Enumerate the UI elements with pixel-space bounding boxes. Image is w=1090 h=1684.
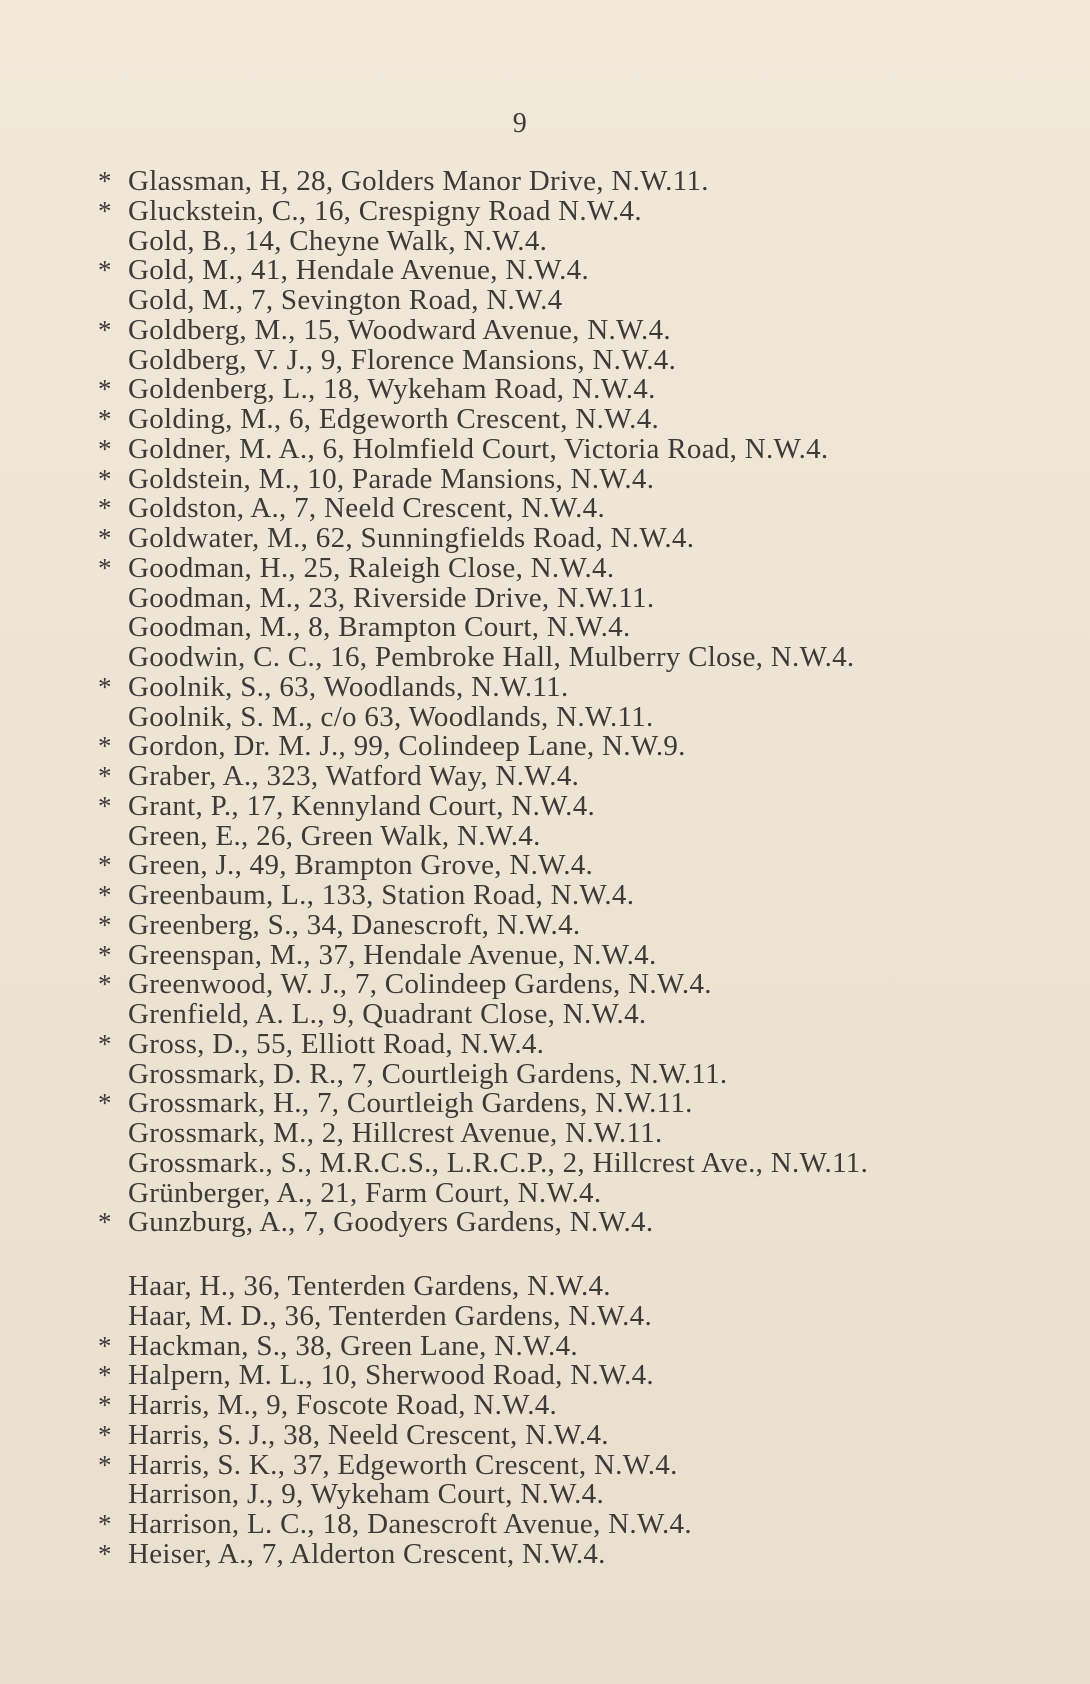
entry-text: Greenbaum, L., 133, Station Road, N.W.4. <box>128 879 635 911</box>
member-star-marker: * <box>98 761 112 791</box>
directory-entry <box>98 581 868 614</box>
directory-entry <box>98 1176 868 1209</box>
member-star-marker: * <box>98 1538 112 1569</box>
entry-text: Gordon, Dr. M. J., 99, Colindeep Lane, N.W.9. <box>128 730 686 763</box>
member-star-marker: * <box>98 880 112 910</box>
entry-text: Gold, M., 7, Sevington Road, N.W.4 <box>128 284 563 316</box>
entry-text: Golding, M., 6, Edgeworth Crescent, N.W.4. <box>128 403 660 435</box>
directory-entry <box>98 789 868 822</box>
entry-text: Harris, S. K., 37, Edgeworth Crescent, N.W.4. <box>128 1448 678 1481</box>
directory-entry <box>98 1272 692 1302</box>
directory-entry <box>98 194 868 227</box>
entry-text: Harrison, L. C., 18, Danescroft Avenue, N.W.4. <box>128 1508 692 1540</box>
member-star-marker: * <box>98 939 112 970</box>
directory-entry <box>98 1537 692 1570</box>
entry-text: Grossmark, M., 2, Hillcrest Avenue, N.W.11. <box>128 1117 663 1149</box>
directory-entry <box>98 1057 868 1090</box>
entry-text: Gluckstein, C., 16, Crespigny Road N.W.4. <box>128 194 642 227</box>
entry-text: Harrison, J., 9, Wykeham Court, N.W.4. <box>128 1478 605 1511</box>
member-star-marker: * <box>98 1088 112 1119</box>
directory-entry <box>98 1418 692 1451</box>
directory-entry <box>98 494 868 524</box>
member-star-marker: * <box>98 493 112 524</box>
directory-entry <box>98 286 868 316</box>
member-star-marker: * <box>98 1449 112 1480</box>
entry-text: Goldwater, M., 62, Sunningfields Road, N.W.4. <box>128 522 695 554</box>
directory-entry <box>98 938 868 971</box>
member-star-marker: * <box>98 523 112 553</box>
directory-entry <box>98 1000 868 1030</box>
entry-text: Grossmark, D. R., 7, Courtleigh Gardens, N.W.11. <box>128 1057 728 1090</box>
entry-text: Green, E., 26, Green Walk, N.W.4. <box>128 819 541 852</box>
member-star-marker: * <box>98 909 112 940</box>
entry-text: Gross, D., 55, Elliott Road, N.W.4. <box>128 1027 545 1060</box>
directory-entry <box>98 224 868 257</box>
directory-entry <box>98 1119 868 1149</box>
member-star-marker: * <box>98 850 112 881</box>
entry-text: Glassman, H, 28, Golders Manor Drive, N.W.11. <box>128 165 709 197</box>
directory-list-g <box>98 167 868 1238</box>
directory-entry <box>98 256 868 286</box>
directory-entry <box>98 1146 869 1179</box>
entry-text: Hackman, S., 38, Green Lane, N.W.4. <box>128 1329 578 1362</box>
directory-entry <box>98 524 868 554</box>
entry-text: Haar, M. D., 36, Tenterden Gardens, N.W.4. <box>128 1299 653 1332</box>
directory-entry <box>98 700 868 733</box>
page-number: 9 <box>512 108 528 139</box>
directory-entry <box>98 643 868 673</box>
member-star-marker: * <box>98 969 112 1000</box>
member-star-marker: * <box>98 671 112 702</box>
member-star-marker: * <box>98 195 112 226</box>
member-star-marker: * <box>98 433 112 464</box>
directory-entry <box>98 1329 692 1362</box>
entry-text: Gold, M., 41, Hendale Avenue, N.W.4. <box>128 254 590 287</box>
member-star-marker: * <box>98 1419 112 1450</box>
directory-entry <box>98 613 868 643</box>
member-star-marker: * <box>98 166 112 196</box>
entry-text: Graber, A., 323, Watford Way, N.W.4. <box>128 760 580 792</box>
entry-text: Goodman, M., 8, Brampton Court, N.W.4. <box>128 611 631 644</box>
entry-text: Goolnik, S. M., c/o 63, Woodlands, N.W.11. <box>128 700 654 733</box>
directory-entry <box>98 1480 692 1510</box>
member-star-marker: * <box>98 731 112 762</box>
directory-entry <box>98 1510 692 1540</box>
entry-text: Goodman, M., 23, Riverside Drive, N.W.11. <box>128 581 655 614</box>
entry-text: Goolnik, S., 63, Woodlands, N.W.11. <box>128 670 569 703</box>
directory-entry <box>98 432 868 465</box>
directory-entry <box>98 551 868 584</box>
entry-text: Heiser, A., 7, Alderton Crescent, N.W.4. <box>128 1537 606 1570</box>
member-star-marker: * <box>98 1330 112 1361</box>
member-star-marker: * <box>98 255 112 286</box>
directory-entry <box>98 1208 868 1238</box>
directory-entry <box>98 970 868 1000</box>
entry-text: Grossmark, H., 7, Courtleigh Gardens, N.W.11. <box>128 1087 693 1120</box>
member-star-marker: * <box>98 314 112 345</box>
entry-text: Goldston, A., 7, Neeld Crescent, N.W.4. <box>128 492 605 525</box>
directory-entry <box>98 1027 868 1060</box>
directory-entry <box>98 908 868 941</box>
entry-text: Grossmark., S., M.R.C.S., L.R.C.P., 2, Hillcrest Ave., N.W.11. <box>128 1146 869 1179</box>
entry-text: Grant, P., 17, Kennyland Court, N.W.4. <box>128 789 596 822</box>
entry-text: Grünberger, A., 21, Farm Court, N.W.4. <box>128 1176 602 1209</box>
member-star-marker: * <box>98 1509 112 1539</box>
directory-entry <box>98 1089 868 1119</box>
directory-entry <box>98 1391 692 1421</box>
member-star-marker: * <box>98 1360 112 1391</box>
directory-entry <box>98 1361 692 1391</box>
directory-entry <box>98 343 868 376</box>
directory-entry <box>98 881 868 911</box>
directory-entry <box>98 670 868 703</box>
entry-text: Haar, H., 36, Tenterden Gardens, N.W.4. <box>128 1270 611 1302</box>
member-star-marker: * <box>98 463 112 494</box>
entry-text: Grenfield, A. L., 9, Quadrant Close, N.W.4. <box>128 998 647 1030</box>
entry-text: Goodman, H., 25, Raleigh Close, N.W.4. <box>128 551 615 584</box>
directory-list-h <box>98 1272 692 1570</box>
entry-text: Goldstein, M., 10, Parade Mansions, N.W.4. <box>128 462 655 495</box>
directory-entry <box>98 762 868 792</box>
entry-text: Harris, S. J., 38, Neeld Crescent, N.W.4. <box>128 1418 609 1451</box>
member-star-marker: * <box>98 1390 112 1420</box>
member-star-marker: * <box>98 404 112 434</box>
directory-entry <box>98 375 868 405</box>
directory-entry <box>98 313 868 346</box>
entry-text: Greenspan, M., 37, Hendale Avenue, N.W.4. <box>128 938 657 971</box>
member-star-marker: * <box>98 1207 112 1238</box>
entry-text: Goodwin, C. C., 16, Pembroke Hall, Mulberry Close, N.W.4. <box>128 641 855 673</box>
member-star-marker: * <box>98 552 112 583</box>
entry-text: Green, J., 49, Brampton Grove, N.W.4. <box>128 849 594 882</box>
directory-entry <box>98 1299 692 1332</box>
directory-entry <box>98 819 868 852</box>
entry-text: Greenberg, S., 34, Danescroft, N.W.4. <box>128 908 581 941</box>
entry-text: Goldenberg, L., 18, Wykeham Road, N.W.4. <box>128 373 656 406</box>
directory-entry <box>98 405 868 435</box>
entry-text: Gold, B., 14, Cheyne Walk, N.W.4. <box>128 224 548 257</box>
entry-text: Goldner, M. A., 6, Holmfield Court, Victoria Road, N.W.4. <box>128 432 829 465</box>
member-star-marker: * <box>98 1028 112 1059</box>
directory-entry <box>98 462 868 495</box>
directory-entry <box>98 851 868 881</box>
member-star-marker: * <box>98 374 112 405</box>
entry-text: Greenwood, W. J., 7, Colindeep Gardens, N.W.4. <box>128 968 712 1001</box>
directory-entry <box>98 732 868 762</box>
entry-text: Goldberg, M., 15, Woodward Avenue, N.W.4. <box>128 313 671 346</box>
member-star-marker: * <box>98 790 112 821</box>
entry-text: Goldberg, V. J., 9, Florence Mansions, N.W.4. <box>128 343 677 376</box>
entry-text: Halpern, M. L., 10, Sherwood Road, N.W.4. <box>128 1359 654 1392</box>
directory-entry <box>98 167 868 197</box>
entry-text: Gunzburg, A., 7, Goodyers Gardens, N.W.4. <box>128 1206 654 1239</box>
directory-entry <box>98 1448 692 1481</box>
entry-text: Harris, M., 9, Foscote Road, N.W.4. <box>128 1389 558 1421</box>
